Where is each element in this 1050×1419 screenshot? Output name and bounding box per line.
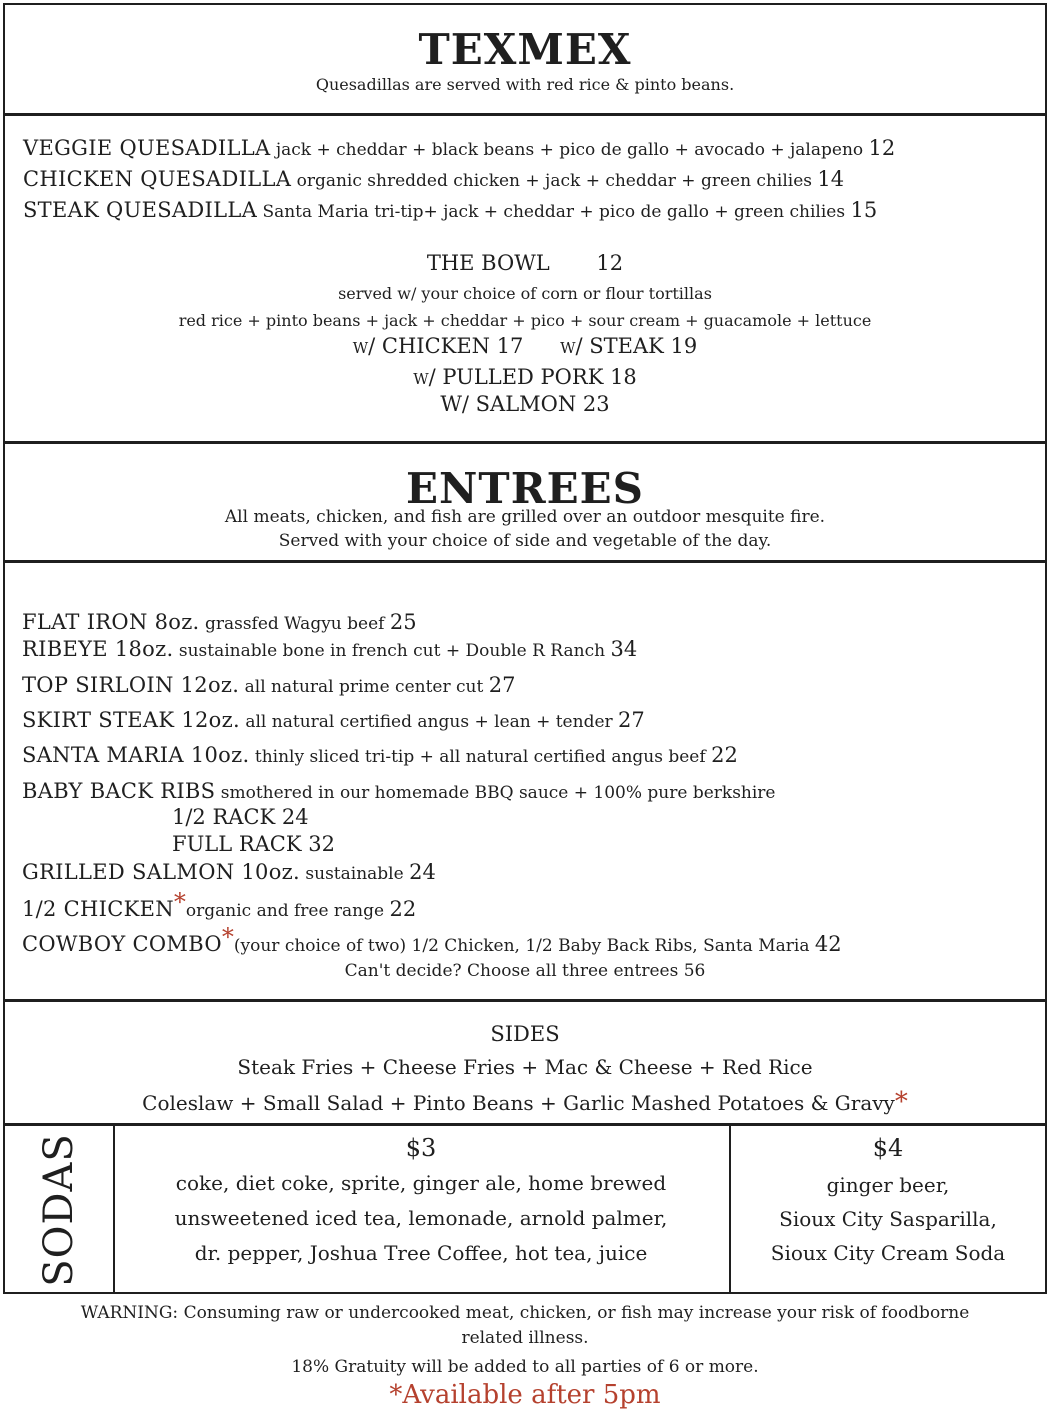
sides-title: SIDES bbox=[490, 1022, 560, 1046]
sodas-label-cell bbox=[5, 1126, 115, 1292]
warning-line-2: related illness. bbox=[461, 1328, 589, 1348]
warning-line-1: WARNING: Consuming raw or undercooked meat, chicken, or fish may increase your risk of foodborne bbox=[80, 1303, 970, 1323]
item-desc: smothered in our homemade BBQ sauce + 100% pure berkshire bbox=[220, 783, 776, 803]
sodas-col-3 bbox=[113, 1126, 731, 1292]
item-price: 12 bbox=[868, 136, 896, 160]
item-name: TOP SIRLOIN 12oz. bbox=[22, 673, 240, 697]
soda-list-line-2: unsweetened iced tea, lemonade, arnold palmer, bbox=[174, 1206, 668, 1230]
sides-line-2 bbox=[5, 1087, 1045, 1117]
item-price: 24 bbox=[409, 860, 436, 884]
bowl-desc-2: red rice + pinto beans + jack + cheddar + pico + sour cream + guacamole + lettuce bbox=[178, 311, 872, 330]
item-name: STEAK QUESADILLA bbox=[23, 198, 258, 222]
menu-item bbox=[22, 743, 738, 767]
item-price: 42 bbox=[814, 932, 842, 956]
entrees-title: ENTREES bbox=[406, 464, 644, 513]
bowl-option-salmon: W/ SALMON 23 bbox=[440, 392, 610, 416]
item-name: RIBEYE 18oz. bbox=[22, 637, 174, 661]
item-price: 22 bbox=[389, 897, 417, 921]
item-price: 22 bbox=[711, 743, 738, 767]
half-rack-option: 1/2 RACK 24 bbox=[172, 805, 309, 829]
soda-list-line-3: Sioux City Cream Soda bbox=[770, 1241, 1006, 1265]
sides-line-1: Steak Fries + Cheese Fries + Mac & Cheese + Red Rice bbox=[237, 1055, 813, 1079]
entrees-header-box bbox=[3, 442, 1047, 562]
availability-note bbox=[0, 1380, 1050, 1410]
bowl-option-chicken: w/ CHICKEN 17 bbox=[352, 334, 524, 358]
menu-item bbox=[22, 637, 637, 661]
menu-item bbox=[22, 860, 436, 884]
asterisk-icon: * bbox=[221, 923, 234, 951]
item-desc: jack + cheddar + black beans + pico de gallo + avocado + jalapeno bbox=[275, 140, 864, 160]
asterisk-icon: * bbox=[389, 1380, 403, 1410]
item-desc: grassfed Wagyu beef bbox=[204, 614, 385, 634]
menu-item bbox=[22, 888, 416, 921]
availability-text: Available after 5pm bbox=[402, 1380, 661, 1410]
item-name: 1/2 CHICKEN bbox=[22, 897, 174, 921]
item-name: BABY BACK RIBS bbox=[22, 779, 216, 803]
bowl-title-line bbox=[5, 251, 1045, 275]
sodas-label: SODAS bbox=[36, 1133, 82, 1287]
menu-item bbox=[23, 198, 877, 222]
full-rack-option: FULL RACK 32 bbox=[172, 832, 335, 856]
item-desc: sustainable bbox=[305, 864, 404, 884]
menu-item bbox=[23, 136, 895, 160]
texmex-title: TEXMEX bbox=[418, 25, 632, 74]
bowl-price: 12 bbox=[596, 251, 624, 275]
soda-list-line-1: ginger beer, bbox=[826, 1173, 950, 1197]
soda-price-4: $4 bbox=[872, 1134, 904, 1162]
entrees-subtitle-1: All meats, chicken, and fish are grilled over an outdoor mesquite fire. bbox=[224, 507, 826, 527]
entrees-subtitle-2: Served with your choice of side and vegetable of the day. bbox=[278, 531, 772, 551]
soda-list-line-2: Sioux City Sasparilla, bbox=[779, 1207, 997, 1231]
item-desc: all natural prime center cut bbox=[244, 677, 484, 697]
item-name: SKIRT STEAK 12oz. bbox=[22, 708, 240, 732]
item-name: VEGGIE QUESADILLA bbox=[23, 136, 271, 160]
asterisk-icon: * bbox=[173, 888, 186, 916]
item-desc: (your choice of two) 1/2 Chicken, 1/2 Baby Back Ribs, Santa Maria bbox=[233, 936, 810, 956]
item-name: CHICKEN QUESADILLA bbox=[23, 167, 292, 191]
item-desc: organic shredded chicken + jack + cheddar + green chilies bbox=[296, 171, 812, 191]
soda-price-3: $3 bbox=[405, 1134, 437, 1162]
item-desc: organic and free range bbox=[185, 901, 385, 921]
sides-line-2-text: Coleslaw + Small Salad + Pinto Beans + Garlic Mashed Potatoes & Gravy bbox=[142, 1091, 895, 1115]
bowl-desc-1: served w/ your choice of corn or flour tortillas bbox=[338, 284, 712, 303]
item-desc: Santa Maria tri-tip+ jack + cheddar + pico de gallo + green chilies bbox=[262, 202, 846, 222]
entrees-items-box bbox=[3, 561, 1047, 1001]
item-name: GRILLED SALMON 10oz. bbox=[22, 860, 300, 884]
item-desc: all natural certified angus + lean + tender bbox=[245, 712, 613, 732]
menu-item bbox=[22, 779, 776, 803]
bowl-title: THE BOWL bbox=[426, 251, 550, 275]
item-price: 27 bbox=[618, 708, 645, 732]
asterisk-icon: * bbox=[894, 1087, 908, 1117]
item-name: COWBOY COMBO bbox=[22, 932, 222, 956]
menu-item bbox=[23, 167, 844, 191]
texmex-subtitle: Quesadillas are served with red rice & pinto beans. bbox=[315, 75, 735, 94]
soda-list-line-3: dr. pepper, Joshua Tree Coffee, hot tea, juice bbox=[194, 1241, 648, 1265]
menu-item bbox=[22, 923, 842, 956]
sodas-box bbox=[3, 1124, 1047, 1294]
texmex-header-box bbox=[3, 3, 1047, 115]
soda-list-line-1: coke, diet coke, sprite, ginger ale, home brewed bbox=[175, 1171, 667, 1195]
item-price: 25 bbox=[389, 610, 417, 634]
cant-decide-line: Can't decide? Choose all three entrees 56 bbox=[344, 961, 706, 981]
bowl-options-line-1 bbox=[5, 334, 1045, 358]
item-price: 15 bbox=[850, 198, 878, 222]
menu-item bbox=[22, 708, 645, 732]
item-desc: sustainable bone in french cut + Double R Ranch bbox=[178, 641, 606, 661]
menu-item bbox=[22, 610, 417, 634]
bowl-option-pork: w/ PULLED PORK 18 bbox=[413, 365, 637, 389]
item-name: FLAT IRON 8oz. bbox=[22, 610, 200, 634]
item-desc: thinly sliced tri-tip + all natural certified angus beef bbox=[254, 747, 706, 767]
sodas-col-4 bbox=[731, 1126, 1045, 1292]
item-price: 27 bbox=[488, 673, 516, 697]
menu-item bbox=[22, 673, 515, 697]
gratuity-note: 18% Gratuity will be added to all parties of 6 or more. bbox=[291, 1357, 759, 1377]
texmex-items-box bbox=[3, 114, 1047, 443]
item-price: 34 bbox=[610, 637, 638, 661]
sides-box bbox=[3, 1000, 1047, 1125]
item-price: 14 bbox=[817, 167, 845, 191]
item-name: SANTA MARIA 10oz. bbox=[22, 743, 250, 767]
bowl-option-steak: w/ STEAK 19 bbox=[560, 334, 698, 358]
